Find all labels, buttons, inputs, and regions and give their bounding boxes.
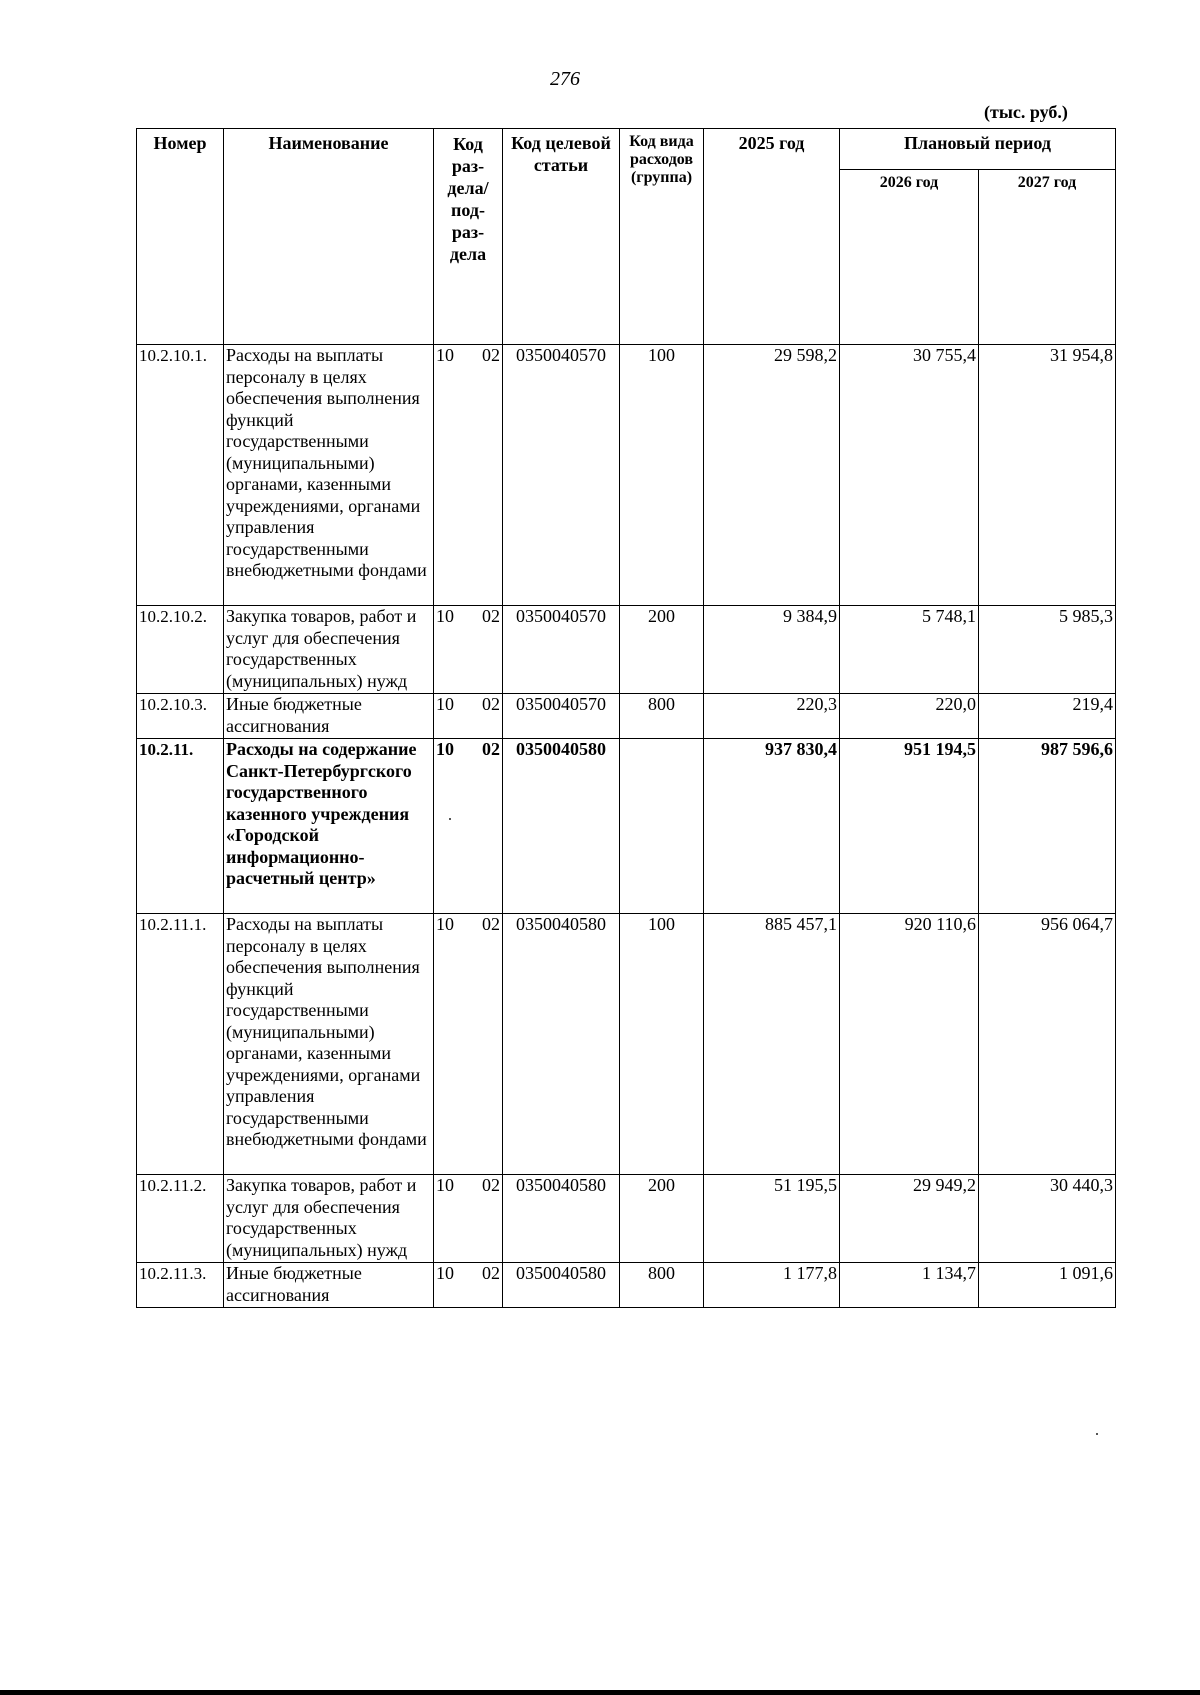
row-target-code: 0350040570 [503,606,620,694]
row-amount-2027: 5 985,3 [979,606,1116,694]
row-section-code [434,739,503,914]
subsection-code: 02 [482,606,500,626]
table-body [137,345,1116,1308]
row-expense-type: 100 [620,914,704,1175]
row-number: 10.2.11. [137,739,224,914]
row-amount-2026: 951 194,5 [840,739,979,914]
table-row [137,739,1116,914]
table-row [137,1175,1116,1263]
row-amount-2025: 29 598,2 [704,345,840,606]
row-target-code: 0350040570 [503,345,620,606]
section-code: 10 [436,606,454,626]
row-number: 10.2.11.3. [137,1263,224,1308]
row-amount-2027: 1 091,6 [979,1263,1116,1308]
section-code-pair [436,739,500,761]
scan-speck [449,818,451,820]
row-number: 10.2.10.3. [137,694,224,739]
table-row [137,694,1116,739]
table-header [137,129,1116,345]
subsection-code: 02 [482,1263,500,1283]
row-amount-2025: 937 830,4 [704,739,840,914]
row-name: Закупка товаров, работ и услуг для обеспечения государственных (муниципальных) нужд [224,1175,434,1263]
table-row [137,606,1116,694]
row-amount-2025: 9 384,9 [704,606,840,694]
row-section-code [434,694,503,739]
row-amount-2027: 30 440,3 [979,1175,1116,1263]
section-code: 10 [436,1263,454,1283]
row-expense-type: 800 [620,1263,704,1308]
header-planned-period: Плановый период [840,129,1116,170]
row-amount-2027: 956 064,7 [979,914,1116,1175]
page-number: 276 [550,68,580,90]
row-name: Иные бюджетные ассигнования [224,694,434,739]
scan-bottom-edge [0,1690,1200,1695]
header-row-top [137,129,1116,170]
header-name: Наименование [224,129,434,345]
section-code: 10 [436,1175,454,1195]
row-amount-2025: 1 177,8 [704,1263,840,1308]
subsection-code: 02 [482,345,500,365]
row-section-code [434,1175,503,1263]
row-amount-2025: 220,3 [704,694,840,739]
row-number: 10.2.10.2. [137,606,224,694]
header-number: Номер [137,129,224,345]
row-section-code [434,914,503,1175]
row-amount-2025: 885 457,1 [704,914,840,1175]
units-label: (тыс. руб.) [984,102,1068,122]
row-amount-2027: 31 954,8 [979,345,1116,606]
row-name: Расходы на выплаты персоналу в целях обеспечения выполнения функций государственными (муниципальными) органами, казенными учреждениями, органами управления государственными внебюджетными фондами [224,345,434,606]
section-code: 10 [436,694,454,714]
subsection-code: 02 [482,694,500,714]
row-section-code [434,345,503,606]
header-section-code: Код раз- дела/ под- раз- дела [434,129,503,345]
row-expense-type: 800 [620,694,704,739]
row-amount-2027: 219,4 [979,694,1116,739]
row-number: 10.2.11.2. [137,1175,224,1263]
row-target-code: 0350040580 [503,739,620,914]
row-target-code: 0350040580 [503,1175,620,1263]
section-code-pair [436,345,500,367]
header-year-2027: 2027 год [979,170,1116,345]
row-amount-2026: 29 949,2 [840,1175,979,1263]
row-amount-2027: 987 596,6 [979,739,1116,914]
row-expense-type: 100 [620,345,704,606]
row-expense-type [620,739,704,914]
row-expense-type: 200 [620,1175,704,1263]
header-year-2025: 2025 год [704,129,840,345]
row-name: Расходы на содержание Санкт-Петербургского государственного казенного учреждения «Городской информационно-расчетный центр» [224,739,434,914]
table-row [137,914,1116,1175]
section-code: 10 [436,914,454,934]
row-expense-type: 200 [620,606,704,694]
header-target-code: Код целевой статьи [503,129,620,345]
row-name: Закупка товаров, работ и услуг для обеспечения государственных (муниципальных) нужд [224,606,434,694]
section-code: 10 [436,739,454,759]
section-code-pair [436,606,500,628]
row-amount-2025: 51 195,5 [704,1175,840,1263]
row-amount-2026: 920 110,6 [840,914,979,1175]
row-section-code [434,1263,503,1308]
row-amount-2026: 5 748,1 [840,606,979,694]
row-amount-2026: 220,0 [840,694,979,739]
row-name: Расходы на выплаты персоналу в целях обеспечения выполнения функций государственными (муниципальными) органами, казенными учреждениями, органами управления государственными внебюджетными фондами [224,914,434,1175]
row-number: 10.2.10.1. [137,345,224,606]
section-code-pair [436,1175,500,1197]
table-row [137,345,1116,606]
budget-table [136,128,1116,1308]
section-code-pair [436,914,500,936]
section-code: 10 [436,345,454,365]
subsection-code: 02 [482,1175,500,1195]
section-code-pair [436,694,500,716]
scan-speck [1096,1433,1098,1435]
row-section-code [434,606,503,694]
row-name: Иные бюджетные ассигнования [224,1263,434,1308]
header-year-2026: 2026 год [840,170,979,345]
subsection-code: 02 [482,914,500,934]
subsection-code: 02 [482,739,500,759]
row-amount-2026: 30 755,4 [840,345,979,606]
row-target-code: 0350040570 [503,694,620,739]
row-target-code: 0350040580 [503,914,620,1175]
row-amount-2026: 1 134,7 [840,1263,979,1308]
table-row [137,1263,1116,1308]
section-code-pair [436,1263,500,1285]
header-expense-type-code: Код вида расходов (группа) [620,129,704,345]
row-target-code: 0350040580 [503,1263,620,1308]
row-number: 10.2.11.1. [137,914,224,1175]
